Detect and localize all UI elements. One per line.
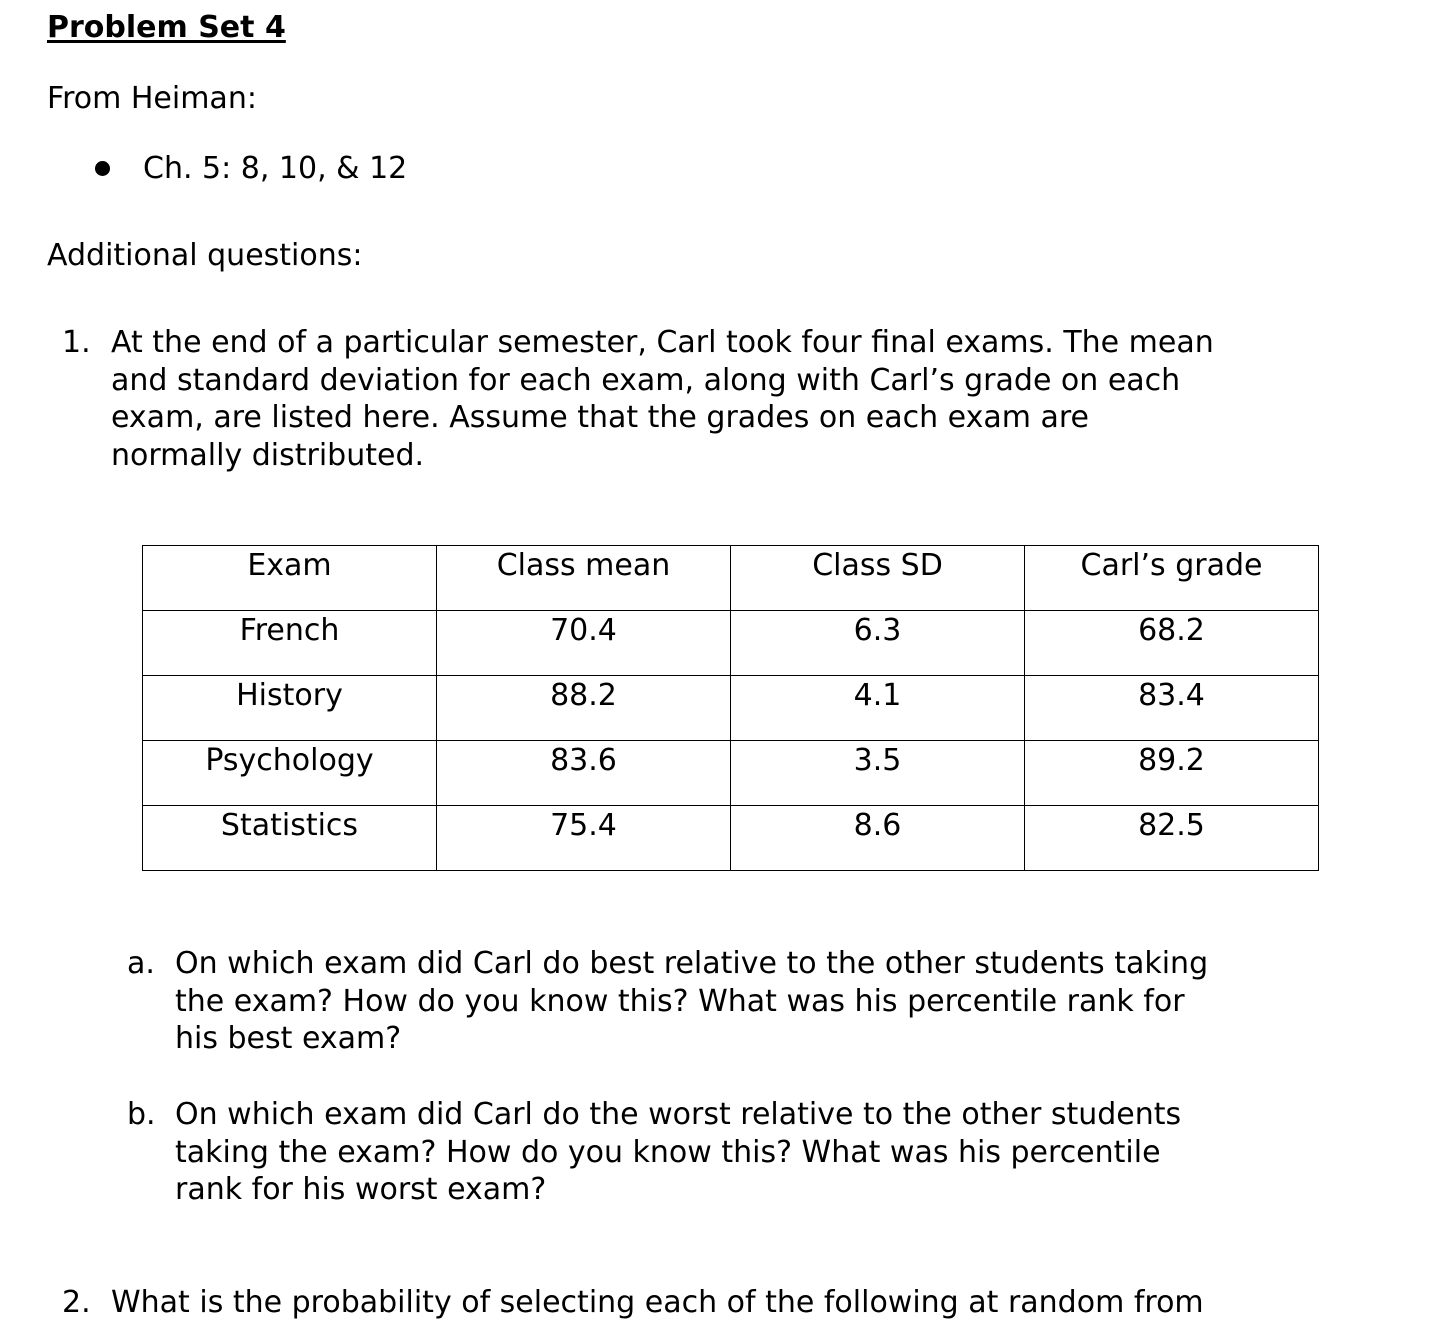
page-title: Problem Set 4 <box>47 10 286 45</box>
bullet-item: Ch. 5: 8, 10, & 12 <box>143 151 408 186</box>
question-2-number: 2. <box>62 1285 91 1320</box>
sub-question-a-line: On which exam did Carl do best relative to the other students taking <box>175 946 1209 981</box>
cell-exam: French <box>143 611 437 676</box>
question-1-line: At the end of a particular semester, Carl took four final exams. The mean <box>111 325 1214 360</box>
header-exam: Exam <box>143 546 437 611</box>
header-class-mean: Class mean <box>437 546 731 611</box>
header-carls-grade: Carl’s grade <box>1025 546 1319 611</box>
sub-question-b-line: rank for his worst exam? <box>175 1172 547 1208</box>
sub-question-a-text <box>175 945 1208 1058</box>
cell-class-mean: 83.6 <box>437 741 731 806</box>
question-1-text <box>111 324 1214 474</box>
additional-questions-heading: Additional questions: <box>47 238 363 273</box>
sub-question-b-line: taking the exam? How do you know this? What was his percentile <box>175 1134 1161 1170</box>
sub-question-b-line: On which exam did Carl do the worst relative to the other students <box>175 1097 1182 1132</box>
cell-exam: Psychology <box>143 741 437 806</box>
table-row <box>143 611 1319 676</box>
cell-carls-grade: 83.4 <box>1025 676 1319 741</box>
cell-class-mean: 75.4 <box>437 806 731 871</box>
bullet-icon <box>95 161 110 176</box>
header-class-sd: Class SD <box>731 546 1025 611</box>
cell-exam: History <box>143 676 437 741</box>
cell-class-sd: 4.1 <box>731 676 1025 741</box>
cell-class-sd: 8.6 <box>731 806 1025 871</box>
question-1-number: 1. <box>62 325 91 360</box>
table-header-row <box>143 546 1319 611</box>
sub-question-b-text <box>175 1096 1181 1209</box>
exam-grades-table <box>142 545 1319 871</box>
cell-class-mean: 70.4 <box>437 611 731 676</box>
sub-question-a-line: the exam? How do you know this? What was his percentile rank for <box>175 983 1185 1019</box>
cell-carls-grade: 82.5 <box>1025 806 1319 871</box>
question-1-line: and standard deviation for each exam, along with Carl’s grade on each <box>111 362 1181 398</box>
cell-class-mean: 88.2 <box>437 676 731 741</box>
question-1-line: exam, are listed here. Assume that the grades on each exam are <box>111 400 1089 436</box>
question-1-line: normally distributed. <box>111 437 425 473</box>
cell-exam: Statistics <box>143 806 437 871</box>
question-2-text: What is the probability of selecting each of the following at random from <box>111 1285 1204 1320</box>
sub-question-b-label: b. <box>127 1097 156 1132</box>
cell-carls-grade: 89.2 <box>1025 741 1319 806</box>
sub-question-a-line: his best exam? <box>175 1021 402 1057</box>
table-row <box>143 741 1319 806</box>
sub-question-a-label: a. <box>127 946 155 981</box>
cell-class-sd: 6.3 <box>731 611 1025 676</box>
table-row <box>143 676 1319 741</box>
cell-carls-grade: 68.2 <box>1025 611 1319 676</box>
table-row <box>143 806 1319 871</box>
from-heiman-heading: From Heiman: <box>47 81 257 116</box>
cell-class-sd: 3.5 <box>731 741 1025 806</box>
